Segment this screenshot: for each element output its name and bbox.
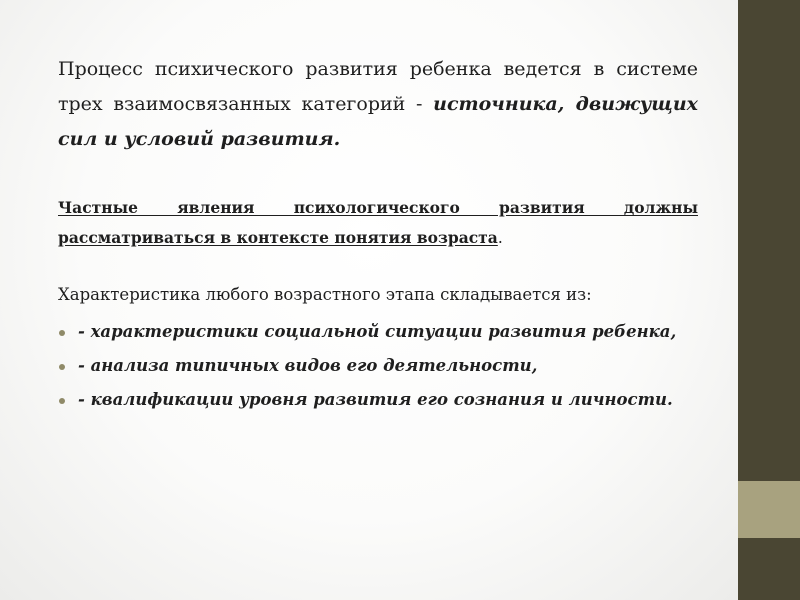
bullet-list bbox=[58, 315, 698, 417]
bullet-dot-icon bbox=[59, 398, 65, 404]
sidebar-accent-block bbox=[738, 481, 800, 538]
list-item-text: - квалификации уровня развития его сознания и личности. bbox=[78, 390, 673, 409]
sidebar-panel-top bbox=[738, 0, 800, 481]
sidebar-panel-bottom bbox=[738, 538, 800, 600]
list-item-text: - анализа типичных видов его деятельности, bbox=[78, 356, 538, 375]
list-item bbox=[58, 315, 698, 349]
age-paragraph bbox=[58, 193, 698, 253]
list-item bbox=[58, 349, 698, 383]
bullet-dot-icon bbox=[59, 330, 65, 336]
intro-text: Процесс психического развития ребенка ведется в системе трех взаимосвязанных категорий - bbox=[58, 58, 698, 115]
list-item bbox=[58, 383, 698, 417]
age-tail: . bbox=[497, 229, 503, 247]
stage-heading: Характеристика любого возрастного этапа складывается из: bbox=[58, 285, 592, 304]
intro-emphasis: источника, движущих сил и условий развития. bbox=[58, 93, 698, 150]
list-item-text: - характеристики социальной ситуации развития ребенка, bbox=[78, 322, 677, 341]
slide-content bbox=[58, 52, 698, 417]
bullet-dot-icon bbox=[59, 364, 65, 370]
age-underlined-text: Частные явления психологического развития должны рассматриваться в контексте понятия возраста bbox=[58, 198, 698, 247]
intro-paragraph bbox=[58, 52, 698, 157]
